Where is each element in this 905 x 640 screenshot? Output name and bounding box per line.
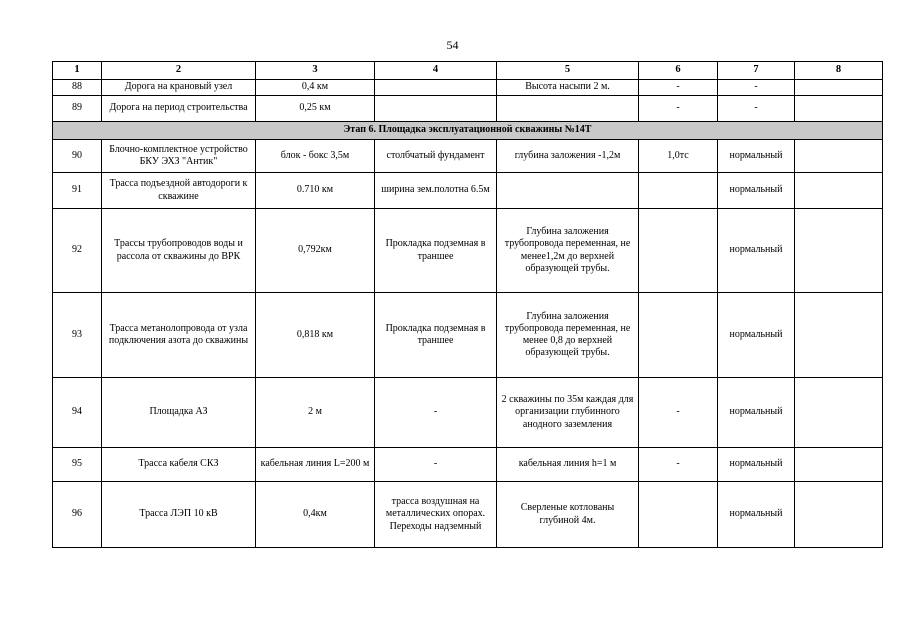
cell-col8: [795, 80, 883, 96]
cell-number: 90: [53, 140, 102, 173]
objects-table: [52, 61, 883, 548]
cell-col8: [795, 209, 883, 293]
cell-col8: [795, 378, 883, 448]
cell-col7: нормальный: [718, 378, 795, 448]
cell-col6: -: [639, 96, 718, 122]
stage-title: Этап 6. Площадка эксплуатационной скважины №14Т: [53, 122, 883, 140]
cell-construction: [375, 80, 497, 96]
table-row: [53, 209, 883, 293]
cell-construction: столбчатый фундамент: [375, 140, 497, 173]
cell-size: 0,25 км: [256, 96, 375, 122]
cell-size: 0,4 км: [256, 80, 375, 96]
header-row: [53, 62, 883, 80]
cell-construction: [375, 96, 497, 122]
column-header: 3: [256, 62, 375, 80]
cell-col7: нормальный: [718, 209, 795, 293]
cell-col7: нормальный: [718, 293, 795, 378]
cell-number: 88: [53, 80, 102, 96]
cell-construction: Прокладка подземная в траншее: [375, 293, 497, 378]
column-header: 7: [718, 62, 795, 80]
cell-number: 96: [53, 482, 102, 548]
table-row: [53, 482, 883, 548]
cell-col8: [795, 140, 883, 173]
cell-col8: [795, 173, 883, 209]
cell-col6: [639, 293, 718, 378]
cell-size: блок - бокс 3,5м: [256, 140, 375, 173]
cell-col7: нормальный: [718, 140, 795, 173]
cell-col6: [639, 209, 718, 293]
table-row: [53, 96, 883, 122]
cell-name: Трасса подъездной автодороги к скважине: [102, 173, 256, 209]
cell-col8: [795, 96, 883, 122]
cell-construction: -: [375, 448, 497, 482]
cell-size: 0,792км: [256, 209, 375, 293]
cell-col7: нормальный: [718, 173, 795, 209]
cell-size: 0.710 км: [256, 173, 375, 209]
cell-note: [497, 173, 639, 209]
cell-col7: нормальный: [718, 448, 795, 482]
cell-name: Дорога на период строительства: [102, 96, 256, 122]
cell-number: 93: [53, 293, 102, 378]
cell-note: Высота насыпи 2 м.: [497, 80, 639, 96]
cell-construction: Прокладка подземная в траншее: [375, 209, 497, 293]
cell-name: Площадка АЗ: [102, 378, 256, 448]
cell-size: кабельная линия L=200 м: [256, 448, 375, 482]
cell-note: кабельная линия h=1 м: [497, 448, 639, 482]
cell-col6: -: [639, 80, 718, 96]
column-header: 6: [639, 62, 718, 80]
cell-col7: -: [718, 96, 795, 122]
cell-col6: [639, 173, 718, 209]
cell-name: Дорога на крановый узел: [102, 80, 256, 96]
cell-construction: -: [375, 378, 497, 448]
cell-note: Сверленые котлованы глубиной 4м.: [497, 482, 639, 548]
table-row: [53, 448, 883, 482]
cell-col8: [795, 482, 883, 548]
cell-col8: [795, 448, 883, 482]
table-row: [53, 293, 883, 378]
column-header: 8: [795, 62, 883, 80]
cell-note: 2 скважины по 35м каждая для организации глубинного анодного заземления: [497, 378, 639, 448]
table-row: [53, 80, 883, 96]
table-row: [53, 173, 883, 209]
cell-number: 92: [53, 209, 102, 293]
column-header: 1: [53, 62, 102, 80]
cell-name: Трасса кабеля СКЗ: [102, 448, 256, 482]
cell-note: глубина заложения -1,2м: [497, 140, 639, 173]
cell-name: Блочно-комплектное устройство БКУ ЭХЗ "Антик": [102, 140, 256, 173]
cell-col8: [795, 293, 883, 378]
cell-number: 95: [53, 448, 102, 482]
cell-col6: [639, 482, 718, 548]
cell-col7: нормальный: [718, 482, 795, 548]
cell-name: Трасса метанолопровода от узла подключения азота до скважины: [102, 293, 256, 378]
cell-col7: -: [718, 80, 795, 96]
table-row: [53, 140, 883, 173]
table-row: [53, 378, 883, 448]
column-header: 2: [102, 62, 256, 80]
cell-note: [497, 96, 639, 122]
column-header: 5: [497, 62, 639, 80]
cell-col6: -: [639, 448, 718, 482]
column-header: 4: [375, 62, 497, 80]
cell-construction: ширина зем.полотна 6.5м: [375, 173, 497, 209]
cell-number: 91: [53, 173, 102, 209]
cell-name: Трасса ЛЭП 10 кВ: [102, 482, 256, 548]
cell-col6: 1,0тс: [639, 140, 718, 173]
cell-number: 94: [53, 378, 102, 448]
cell-number: 89: [53, 96, 102, 122]
cell-size: 0,818 км: [256, 293, 375, 378]
cell-note: Глубина заложения трубопровода переменная, не менее1,2м до верхней образующей трубы.: [497, 209, 639, 293]
cell-size: 2 м: [256, 378, 375, 448]
cell-col6: -: [639, 378, 718, 448]
page-number: 54: [446, 38, 459, 52]
cell-name: Трассы трубопроводов воды и рассола от скважины до ВРК: [102, 209, 256, 293]
stage-header-row: [53, 122, 883, 140]
cell-size: 0,4км: [256, 482, 375, 548]
cell-construction: трасса воздушная на металлических опорах. Переходы надземный: [375, 482, 497, 548]
cell-note: Глубина заложения трубопровода переменная, не менее 0,8 до верхней образующей трубы.: [497, 293, 639, 378]
